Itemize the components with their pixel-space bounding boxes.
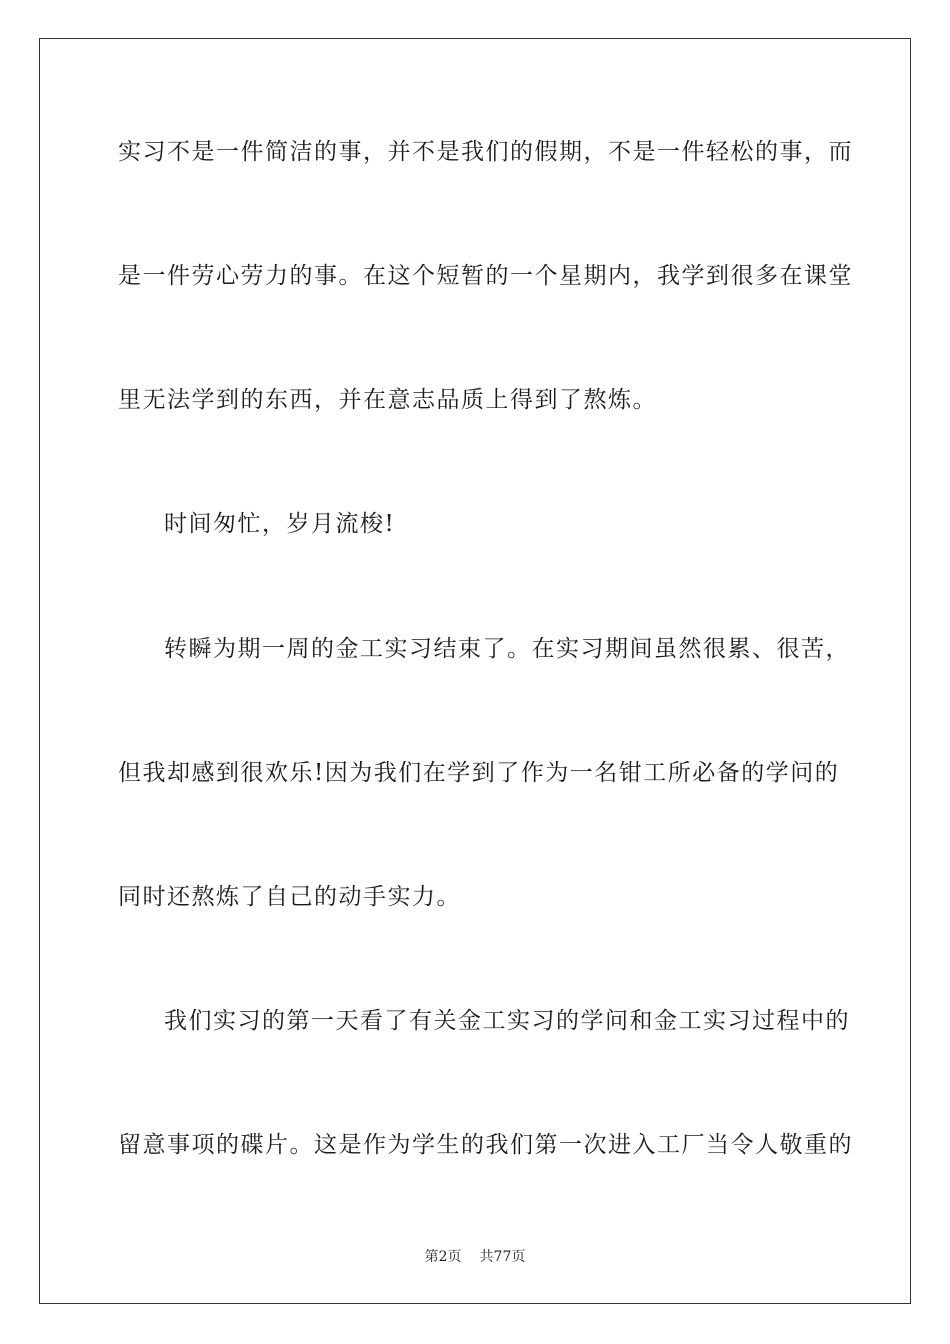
text-line-1: 实习不是一件简洁的事，并不是我们的假期，不是一件轻松的事，而 xyxy=(118,139,853,165)
text-line-3: 里无法学到的东西，并在意志品质上得到了熬炼。 xyxy=(118,387,657,413)
page-footer xyxy=(0,1248,950,1266)
text-line-6: 但我却感到很欢乐!因为我们在学到了作为一名钳工所必备的学问的 xyxy=(118,760,840,786)
text-line-8: 我们实习的第一天看了有关金工实习的学问和金工实习过程中的 xyxy=(164,1008,850,1034)
text-line-4: 时间匆忙，岁月流梭! xyxy=(164,511,396,537)
text-line-2: 是一件劳心劳力的事。在这个短暂的一个星期内，我学到很多在课堂 xyxy=(118,263,853,289)
page-total: 共77页 xyxy=(479,1249,526,1265)
page-number: 第2页 xyxy=(424,1249,462,1265)
text-line-9: 留意事项的碟片。这是作为学生的我们第一次进入工厂当令人敬重的 xyxy=(118,1132,853,1158)
page-border xyxy=(39,38,911,1304)
text-line-7: 同时还熬炼了自己的动手实力。 xyxy=(118,884,461,910)
text-line-5: 转瞬为期一周的金工实习结束了。在实习期间虽然很累、很苦， xyxy=(164,636,850,662)
